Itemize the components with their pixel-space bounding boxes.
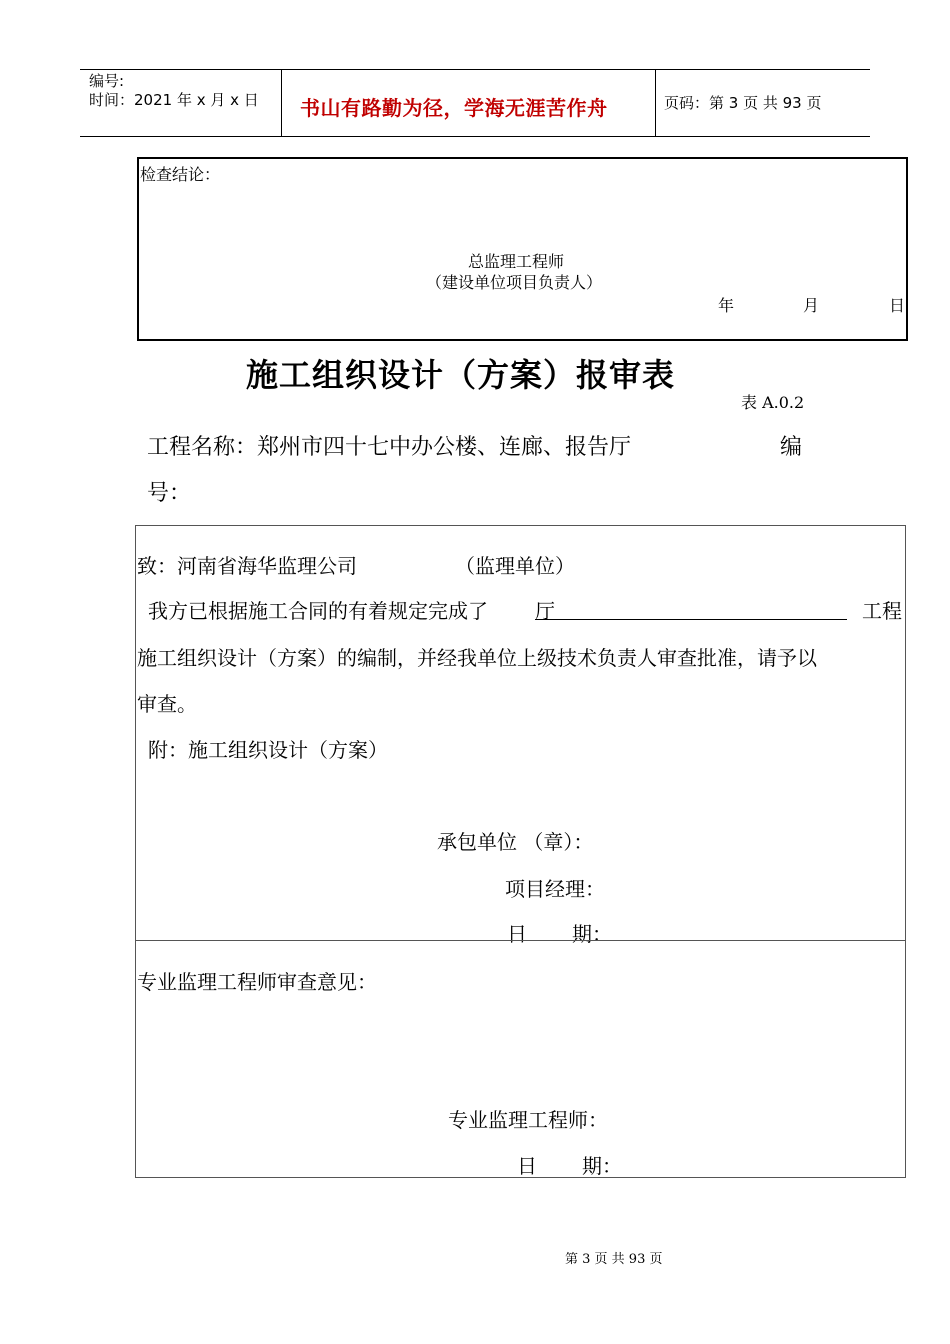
attachment-line: 附：施工组织设计（方案） — [148, 738, 388, 762]
contractor-label: 承包单位 （章）： — [437, 830, 594, 854]
review-date-period: 期： — [582, 1154, 622, 1178]
owner-rep-label: （建设单位项目负责人） — [426, 273, 603, 292]
header-bottom-rule — [80, 136, 870, 137]
year-label: 年 — [718, 296, 735, 315]
review-opinion-label: 专业监理工程师审查意见： — [137, 970, 377, 994]
project-blank-underline — [535, 619, 847, 620]
day-label: 日 — [889, 296, 906, 315]
to-unit: （监理单位） — [455, 554, 575, 578]
project-manager-label: 项目经理： — [505, 877, 605, 901]
submission-date-period: 期： — [572, 922, 612, 946]
submission-date-day: 日 — [507, 922, 527, 946]
footer-page-number: 第 3 页 共 93 页 — [565, 1252, 663, 1267]
header-top-rule — [80, 69, 870, 70]
submission-line3: 审查。 — [137, 692, 197, 716]
month-label: 月 — [803, 296, 820, 315]
to-line: 致：河南省海华监理公司 — [137, 554, 357, 578]
page-info: 页码：第 3 页 共 93 页 — [664, 94, 822, 112]
number-label-part1: 编 — [780, 435, 803, 460]
form-title: 施工组织设计（方案）报审表 — [246, 356, 676, 394]
header-divider-left — [281, 69, 282, 136]
submission-line1-prefix: 我方已根据施工合同的有着规定完成了 — [148, 599, 488, 623]
submission-line2: 施工组织设计（方案）的编制，并经我单位上级技术负责人审查批准，请予以 — [137, 646, 817, 670]
chief-engineer-label: 总监理工程师 — [468, 252, 565, 271]
number-label-part2: 号： — [147, 481, 192, 506]
conclusion-label: 检查结论： — [140, 165, 221, 184]
header-divider-right — [655, 69, 656, 136]
table-code: 表 A.0.2 — [741, 393, 805, 412]
project-name-line: 工程名称：郑州市四十七中办公楼、连廊、报告厅 — [147, 435, 632, 460]
review-engineer-label: 专业监理工程师： — [448, 1108, 608, 1132]
submission-line1-suffix: 工程 — [862, 599, 902, 623]
submission-line1-fill: 厅 — [535, 599, 555, 623]
review-date-day: 日 — [517, 1154, 537, 1178]
motto: 书山有路勤为径，学海无涯苦作舟 — [300, 96, 608, 120]
time-label: 时间：2021 年 x 月 x 日 — [89, 91, 259, 109]
serial-label: 编号: — [89, 72, 125, 90]
